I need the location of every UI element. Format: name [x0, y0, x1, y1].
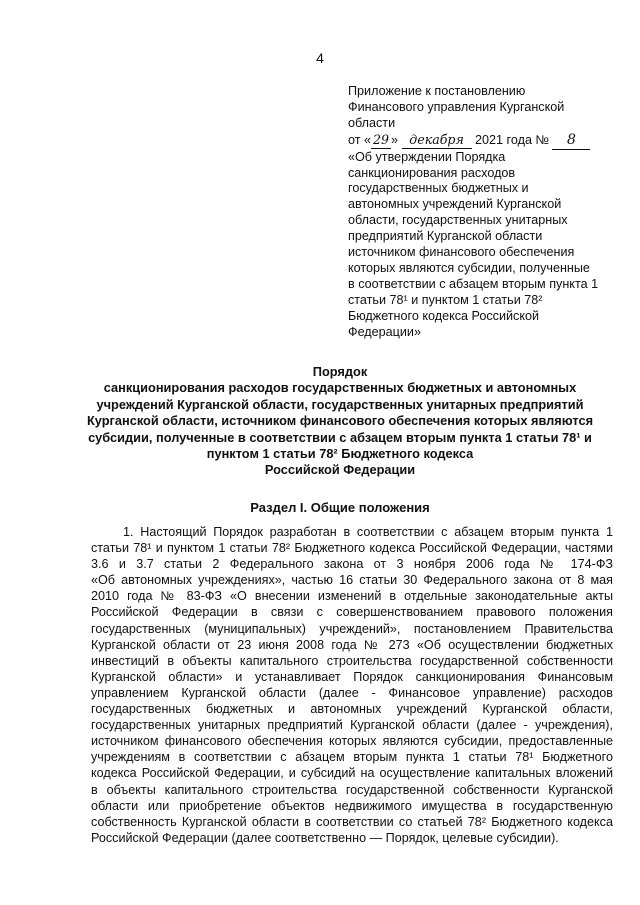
title-line: санкционирования расходов государственных бюджетных и автономных [103, 380, 577, 396]
subject-line: «Об утверждении Порядка [348, 149, 506, 164]
appendix-line: области [348, 115, 396, 130]
document-title [60, 364, 620, 479]
paragraph-line: собственность Курганской области в соответствии со статьей 78² Бюджетного кодекса [91, 814, 613, 829]
paragraph-line: 2010 года № 83-ФЗ «О внесении изменений в отдельные законодательные акты [91, 589, 613, 604]
paragraph-line: 3.6 и 3.7 статьи 2 Федерального закона от 3 ноября 2006 года № 174-ФЗ [91, 557, 613, 572]
title-line: учреждений Курганской области, государственных унитарных предприятий [96, 396, 584, 412]
subject-line: государственных бюджетных и [348, 181, 529, 196]
paragraph-line: 1. Настоящий Порядок разработан в соответствии с абзацем вторым пункта 1 [123, 525, 613, 539]
decree-date-line [348, 132, 598, 150]
paragraph-line: «Об автономных учреждениях», частью 16 статьи 30 Федерального закона от 8 мая [91, 573, 613, 588]
handwritten-day: 29 [373, 131, 390, 147]
subject-line: предприятий Курганской области [348, 229, 543, 244]
subject-line: источником финансового обеспечения [348, 245, 575, 260]
paragraph-line: статьи 78¹ и пунктом 1 статьи 78² Бюджетного кодекса Российской Федерации, частями [91, 541, 613, 556]
date-year: 2021 года № [475, 132, 549, 147]
handwritten-month: декабря [402, 132, 472, 149]
paragraph-line: государственных бюджетных и автономных учреждений Курганской области, [91, 702, 613, 717]
paragraph-line: кодекса Российской Федерации, и субсидий на осуществление капитальных вложений [91, 766, 613, 781]
handwritten-number: 8 [552, 133, 590, 150]
paragraph-line: источником финансового обеспечения которых являются субсидии, предоставленные [91, 734, 613, 749]
paragraph-line: области или приобретение объектов недвижимого имущества в государственную [91, 798, 613, 813]
title-line: субсидии, полученные в соответствии с абзацем вторым пункта 1 статьи 78¹ и [88, 429, 592, 445]
subject-line: области, государственных унитарных [348, 213, 568, 228]
appendix-block [348, 84, 598, 341]
title-line: Курганской области, источником финансового обеспечения которых являются [86, 413, 594, 429]
subject-line: санкционирования расходов [348, 165, 516, 180]
paragraph-line: управлением Курганской области (далее - Финансовое управление) расходов [91, 685, 613, 700]
date-mid: » [391, 132, 399, 147]
paragraph-line: государственных (муниципальных) учреждений», постановлением Правительства [91, 621, 613, 636]
title-line: Российской Федерации [264, 462, 416, 478]
title-line: пунктом 1 статьи 78² Бюджетного кодекса [206, 446, 474, 462]
subject-line: автономных учреждений Курганской [348, 197, 562, 212]
appendix-line: Финансового управления Курганской [348, 99, 565, 114]
section-heading: Раздел I. Общие положения [250, 500, 430, 515]
subject-line: которых являются субсидии, полученные [348, 260, 590, 275]
subject-line: Бюджетного кодекса Российской [348, 308, 540, 323]
paragraph-line: Российской Федерации (далее соответственно — Порядок, целевые субсидии). [91, 830, 559, 845]
subject-line: в соответствии с абзацем вторым пункта 1 [348, 276, 599, 291]
paragraph-1 [91, 524, 613, 846]
subject-line: статьи 78¹ и пунктом 1 статьи 78² [348, 292, 543, 307]
paragraph-line: Курганской области» и устанавливает Порядок санкционирования Финансовым [91, 669, 613, 684]
paragraph-line: инвестиций в объекты капитального строительства государственной собственности [91, 653, 613, 668]
paragraph-line: Российской Федерации в связи с совершенствованием правового положения [91, 605, 613, 620]
subject-line: Федерации» [348, 324, 421, 339]
appendix-line: Приложение к постановлению [348, 84, 526, 98]
page-number: 4 [316, 50, 324, 66]
paragraph-line: Курганской области от 23 июня 2008 года № 273 «Об осуществлении бюджетных [91, 637, 613, 652]
paragraph-line: учреждениям в соответствии с абзацем вторым пункта 1 статьи 78¹ Бюджетного [91, 750, 613, 765]
paragraph-line: в объекты капитального строительства государственной собственности Курганской [91, 782, 613, 797]
date-prefix: от « [348, 132, 371, 147]
paragraph-line: государственных унитарных предприятий Курганской области (далее - учреждения), [91, 718, 613, 733]
title-line: Порядок [312, 364, 368, 379]
